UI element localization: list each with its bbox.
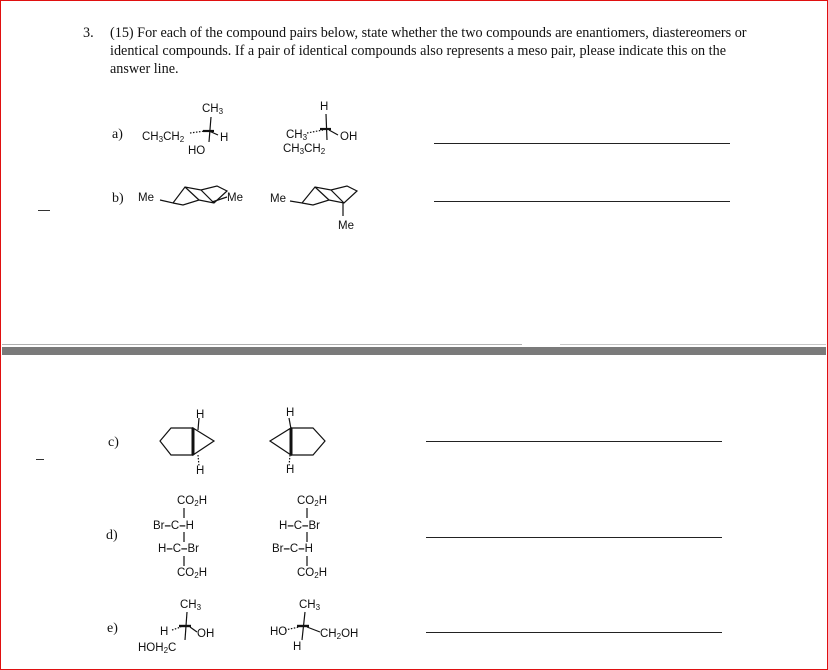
part-e-label: e) [107, 621, 118, 636]
a-right-sub: $CH_3CH_2$ [283, 143, 326, 156]
a-left-left: $CH_3CH_2$ [142, 131, 185, 144]
d-right-r1: $CO_2H$ [297, 495, 328, 508]
b-left-me1: Me [138, 192, 154, 204]
part-d-label: d) [106, 528, 118, 543]
a-right-right: OH [340, 131, 358, 143]
d-left-r2: Br–C–H [153, 520, 194, 532]
a-right-left: $CH_3$ [286, 129, 308, 142]
d-left-r4: $CO_2H$ [177, 567, 208, 580]
e-right-right: $CH_2OH$ [320, 628, 359, 641]
c-left-bottom-h: H [196, 465, 205, 477]
b-right-me1: Me [270, 193, 286, 205]
b-right-me2: Me [338, 220, 354, 232]
a-left-right: H [220, 132, 229, 144]
e-left-left: H [160, 626, 169, 638]
e-left-right: OH [197, 628, 215, 640]
part-b-label: b) [112, 191, 124, 206]
c-left-top-h: H [196, 409, 205, 421]
e-right-top: $CH_3$ [299, 599, 321, 612]
question-text: (15) For each of the compound pairs below, state whether the two compounds are enantiomers, diastereomers or identical compounds. If a pair of identical compounds also represents a meso pair, please indicate this on the answer line. [110, 25, 747, 77]
a-left-sub: HO [188, 145, 206, 157]
e-left-bottom: $HOH_2C$ [138, 642, 177, 655]
a-right-top: H [320, 101, 329, 113]
e-right-bottom: H [293, 641, 302, 653]
c-right-top-h: H [286, 407, 295, 419]
e-right-left: HO [270, 626, 288, 638]
d-left-r3: H–C–Br [158, 543, 199, 555]
d-right-r2: H–C–Br [279, 520, 320, 532]
d-left-r1: $CO_2H$ [177, 495, 208, 508]
e-left-top: $CH_3$ [180, 599, 202, 612]
part-a-label: a) [112, 127, 123, 142]
a-left-top: $CH_3$ [202, 103, 224, 116]
part-c-label: c) [108, 435, 119, 450]
question-number: 3. [83, 25, 94, 41]
d-right-r3: Br–C–H [272, 543, 313, 555]
d-right-r4: $CO_2H$ [297, 567, 328, 580]
c-right-bottom-h: H [286, 464, 295, 476]
b-left-me2: Me [227, 192, 243, 204]
